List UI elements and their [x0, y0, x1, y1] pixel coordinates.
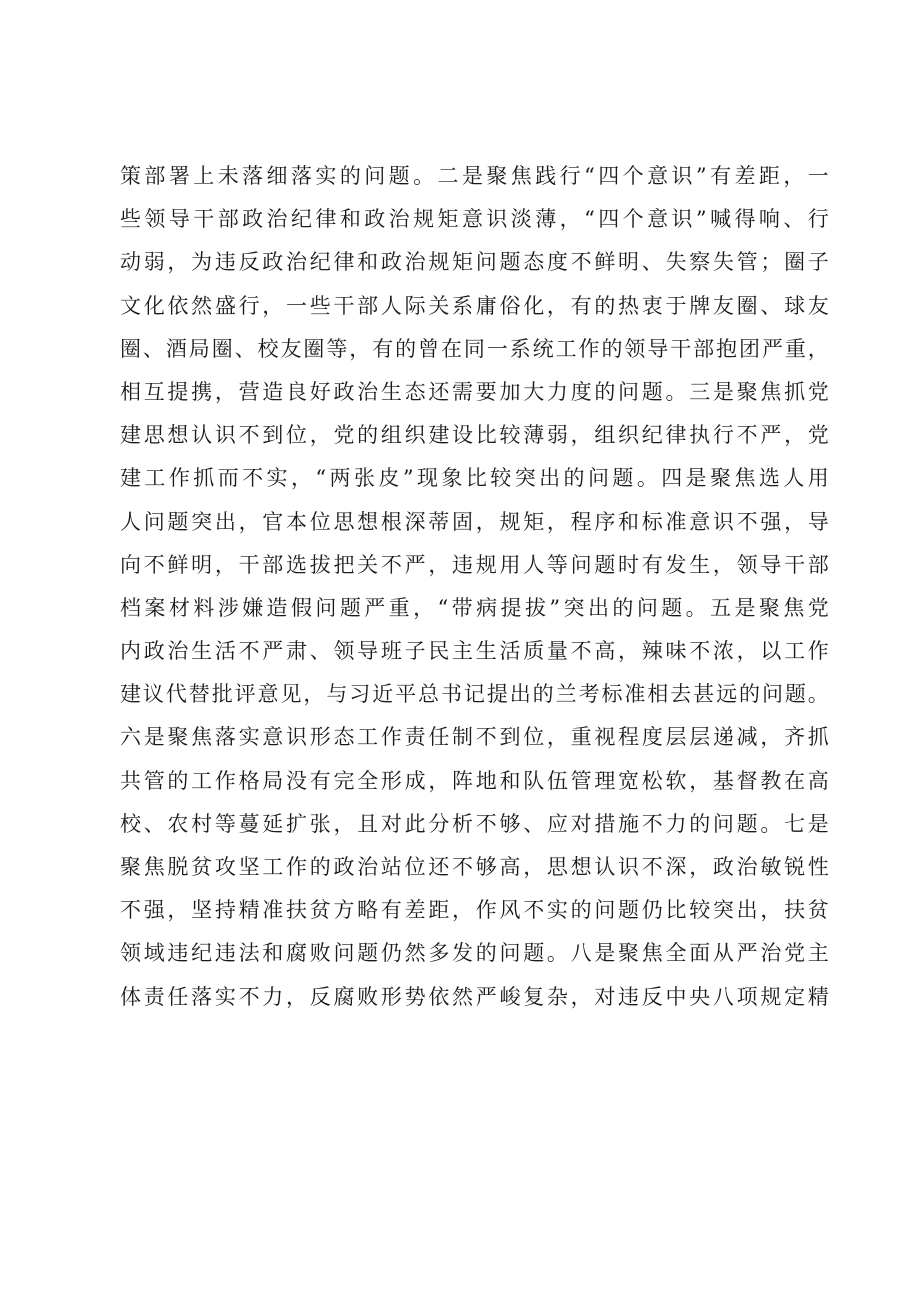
text-line: 策部署上未落细落实的问题。二是聚焦践行“四个意识”有差距，一: [120, 164, 830, 188]
text-line: 不强，坚持精准扶贫方略有差距，作风不实的问题仍比较突出，扶贫: [120, 898, 830, 923]
text-line: 人问题突出，官本位思想根深蒂固，规矩，程序和标准意识不强，导: [120, 509, 830, 534]
text-line: 向不鲜明，干部选拔把关不严，违规用人等问题时有发生，领导干部: [120, 552, 830, 577]
text-line: 领域违纪违法和腐败问题仍然多发的问题。八是聚焦全面从严治党主: [120, 941, 830, 966]
text-line: 建思想认识不到位，党的组织建设比较薄弱，组织纪律执行不严，党: [120, 423, 830, 448]
text-line: 建工作抓而不实，“两张皮”现象比较突出的问题。四是聚焦选人用: [120, 466, 830, 491]
text-line: 六是聚焦落实意识形态工作责任制不到位，重视程度层层递减，齐抓: [120, 725, 830, 750]
text-line: 聚焦脱贫攻坚工作的政治站位还不够高，思想认识不深，政治敏锐性: [120, 855, 830, 879]
text-line: 文化依然盛行，一些干部人际关系庸俗化，有的热衷于牌友圈、球友: [120, 293, 830, 318]
text-line: 校、农村等蔓延扩张，且对此分析不够、应对措施不力的问题。七是: [120, 811, 830, 836]
text-line: 建议代替批评意见，与习近平总书记提出的兰考标准相去甚远的问题。: [120, 682, 830, 707]
body-paragraph: [120, 155, 830, 1019]
text-line: 动弱，为违反政治纪律和政治规矩问题态度不鲜明、失察失管；圈子: [120, 250, 830, 275]
text-line: 圈、酒局圈、校友圈等，有的曾在同一系统工作的领导干部抱团严重，: [120, 336, 830, 361]
text-line: 共管的工作格局没有完全形成，阵地和队伍管理宽松软，基督教在高: [120, 768, 830, 793]
text-line: 些领导干部政治纪律和政治规矩意识淡薄，“四个意识”喊得响、行: [120, 207, 830, 232]
text-line: 相互提携，营造良好政治生态还需要加大力度的问题。三是聚焦抓党: [120, 379, 830, 404]
text-line: 档案材料涉嫌造假问题严重，“带病提拔”突出的问题。五是聚焦党: [120, 595, 830, 620]
text-line: 体责任落实不力，反腐败形势依然严峻复杂，对违反中央八项规定精: [120, 984, 830, 1009]
text-line: 内政治生活不严肃、领导班子民主生活质量不高，辣味不浓，以工作: [120, 639, 830, 664]
